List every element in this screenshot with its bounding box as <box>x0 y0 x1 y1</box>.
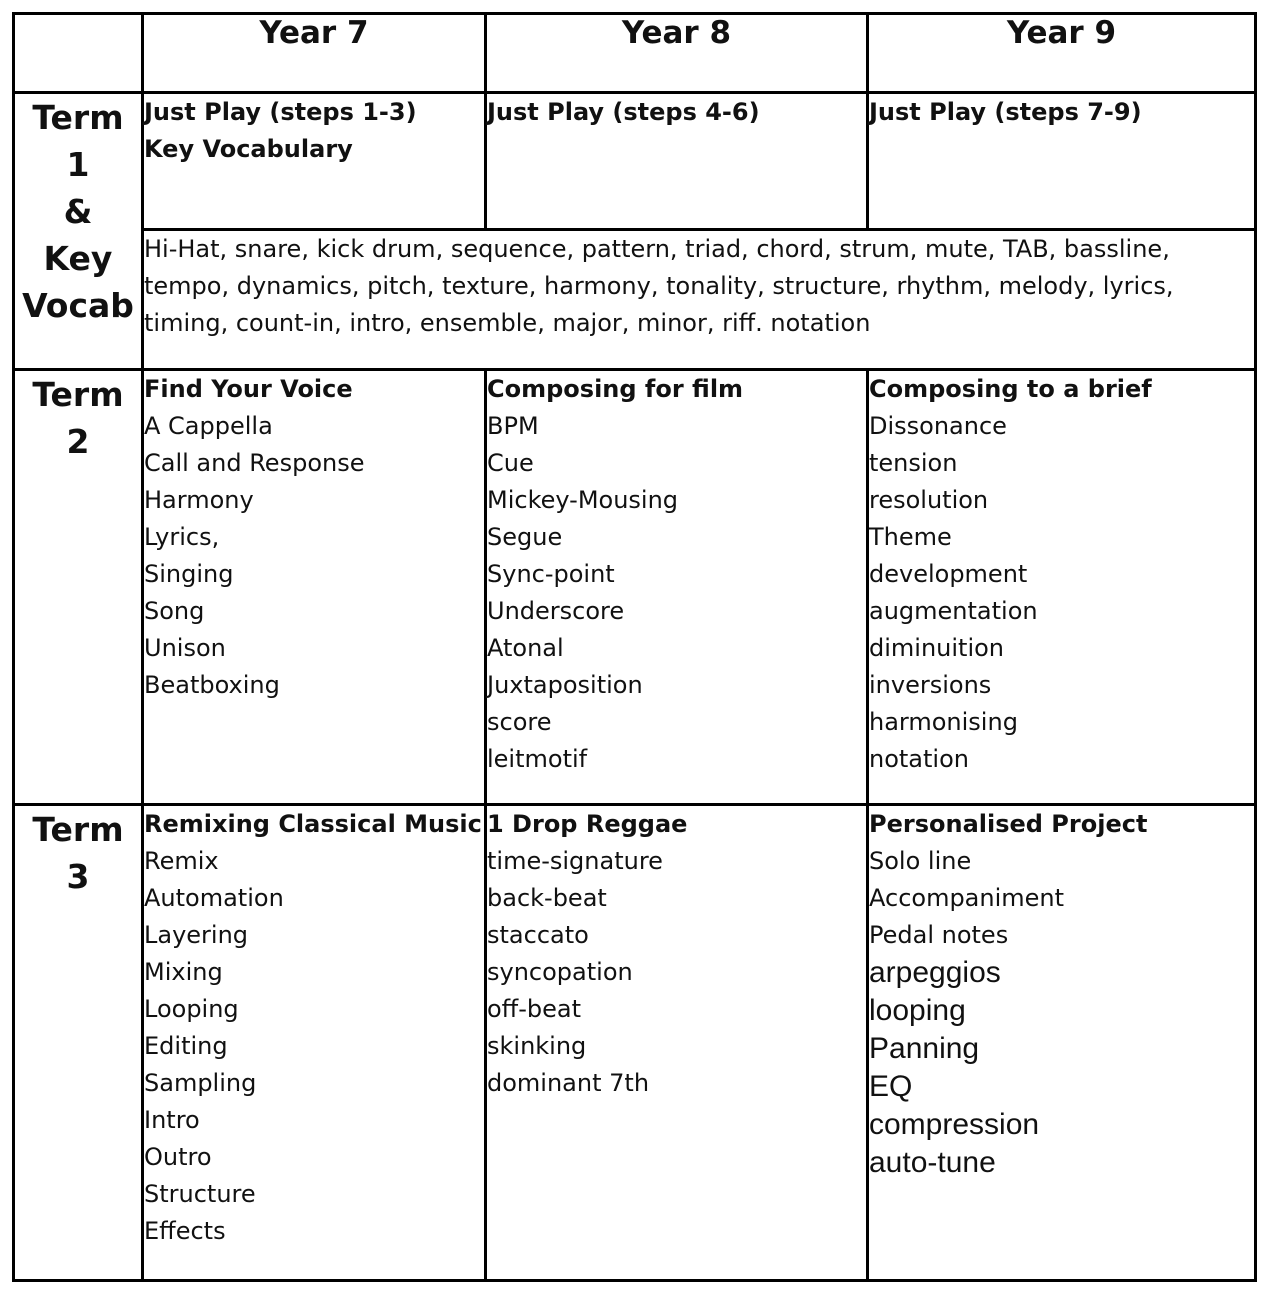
list-item: diminuition <box>869 634 1005 662</box>
list-item: Layering <box>144 921 249 949</box>
list-item: Sampling <box>144 1069 257 1097</box>
cell-title: Just Play (steps 4-6) <box>487 98 760 126</box>
list-item-large: auto-tune <box>869 1146 996 1179</box>
list-item: back-beat <box>487 884 607 912</box>
list-item: development <box>869 560 1028 588</box>
list-item-large: compression <box>869 1108 1040 1141</box>
list-item: Atonal <box>487 634 564 662</box>
term-2-row <box>14 370 1256 805</box>
term-1-year-7 <box>143 93 486 230</box>
list-item: augmentation <box>869 597 1038 625</box>
list-item: Structure <box>144 1180 256 1208</box>
list-item: resolution <box>869 486 989 514</box>
list-item: Mickey-Mousing <box>487 486 679 514</box>
term-2-label-line: 2 <box>66 422 90 461</box>
term-3-row <box>14 805 1256 1281</box>
term-2-label-line: Term <box>32 375 124 414</box>
list-item: off-beat <box>487 995 581 1023</box>
list-item: Intro <box>144 1106 200 1134</box>
list-item: Mixing <box>144 958 223 986</box>
header-corner <box>14 14 143 93</box>
term-3-year-7 <box>143 805 486 1281</box>
term-3-label <box>14 805 143 1281</box>
term-1-year-8 <box>486 93 868 230</box>
list-item: dominant 7th <box>487 1069 650 1097</box>
list-item: Harmony <box>144 486 254 514</box>
list-item: Song <box>144 597 205 625</box>
cell-title: Personalised Project <box>869 810 1148 838</box>
term-2-label <box>14 370 143 805</box>
list-item: Pedal notes <box>869 921 1009 949</box>
list-item: Singing <box>144 560 234 588</box>
list-item-large: looping <box>869 994 966 1027</box>
cell-title: Composing for film <box>487 375 744 403</box>
list-item: tension <box>869 449 958 477</box>
term-1-key-vocab: Hi-Hat, snare, kick drum, sequence, pattern, triad, chord, strum, mute, TAB, bassline, tempo, dynamics, pitch, texture, harmony, tonality, structure, rhythm, melody, lyrics, timing, count-in, intro, ensemble, major, minor, riff. notation <box>143 230 1256 370</box>
list-item: Unison <box>144 634 226 662</box>
header-year-9: Year 9 <box>868 14 1256 93</box>
term-1-label-line: Key <box>43 239 113 278</box>
cell-title: Just Play (steps 1-3) <box>144 98 417 126</box>
list-item: Dissonance <box>869 412 1007 440</box>
curriculum-table <box>12 12 1257 1282</box>
list-item: Effects <box>144 1217 226 1245</box>
term-3-year-9 <box>868 805 1256 1281</box>
header-year-8: Year 8 <box>486 14 868 93</box>
header-row <box>14 14 1256 93</box>
header-year-7: Year 7 <box>143 14 486 93</box>
cell-title: Find Your Voice <box>144 375 353 403</box>
cell-title: Key Vocabulary <box>144 135 353 163</box>
list-item: Call and Response <box>144 449 365 477</box>
term-1-vocab-row <box>14 230 1256 370</box>
list-item: notation <box>869 745 969 773</box>
list-item: Accompaniment <box>869 884 1065 912</box>
list-item: A Cappella <box>144 412 273 440</box>
term-1-row <box>14 93 1256 230</box>
list-item-large: EQ <box>869 1070 913 1103</box>
term-2-year-9 <box>868 370 1256 805</box>
list-item-large: arpeggios <box>869 956 1001 989</box>
list-item: Cue <box>487 449 534 477</box>
term-3-label-line: 3 <box>66 857 90 896</box>
list-item: syncopation <box>487 958 633 986</box>
term-2-year-7 <box>143 370 486 805</box>
term-1-label-line: & <box>63 192 93 231</box>
list-item: Juxtaposition <box>487 671 643 699</box>
term-1-year-9 <box>868 93 1256 230</box>
list-item: BPM <box>487 412 539 440</box>
list-item: harmonising <box>869 708 1018 736</box>
list-item: Beatboxing <box>144 671 280 699</box>
list-item: Solo line <box>869 847 972 875</box>
list-item: Segue <box>487 523 563 551</box>
list-item: time-signature <box>487 847 663 875</box>
list-item: Editing <box>144 1032 228 1060</box>
term-1-label <box>14 93 143 370</box>
list-item: inversions <box>869 671 992 699</box>
term-2-year-8 <box>486 370 868 805</box>
list-item: Underscore <box>487 597 625 625</box>
term-1-label-line: Vocab <box>22 286 134 325</box>
cell-title: Just Play (steps 7-9) <box>869 98 1142 126</box>
list-item: staccato <box>487 921 589 949</box>
list-item: Lyrics, <box>144 523 220 551</box>
list-item: Outro <box>144 1143 212 1171</box>
list-item: Remix <box>144 847 219 875</box>
term-1-label-line: 1 <box>66 145 90 184</box>
list-item: Sync-point <box>487 560 615 588</box>
list-item: Theme <box>869 523 952 551</box>
list-item: Automation <box>144 884 284 912</box>
list-item-large: Panning <box>869 1032 980 1065</box>
term-3-year-8 <box>486 805 868 1281</box>
term-1-label-line: Term <box>32 98 124 137</box>
list-item: Looping <box>144 995 239 1023</box>
cell-title: Remixing Classical Music <box>144 810 482 838</box>
list-item: score <box>487 708 552 736</box>
term-3-label-line: Term <box>32 810 124 849</box>
cell-title: Composing to a brief <box>869 375 1152 403</box>
cell-title: 1 Drop Reggae <box>487 810 688 838</box>
list-item: leitmotif <box>487 745 588 773</box>
list-item: skinking <box>487 1032 587 1060</box>
